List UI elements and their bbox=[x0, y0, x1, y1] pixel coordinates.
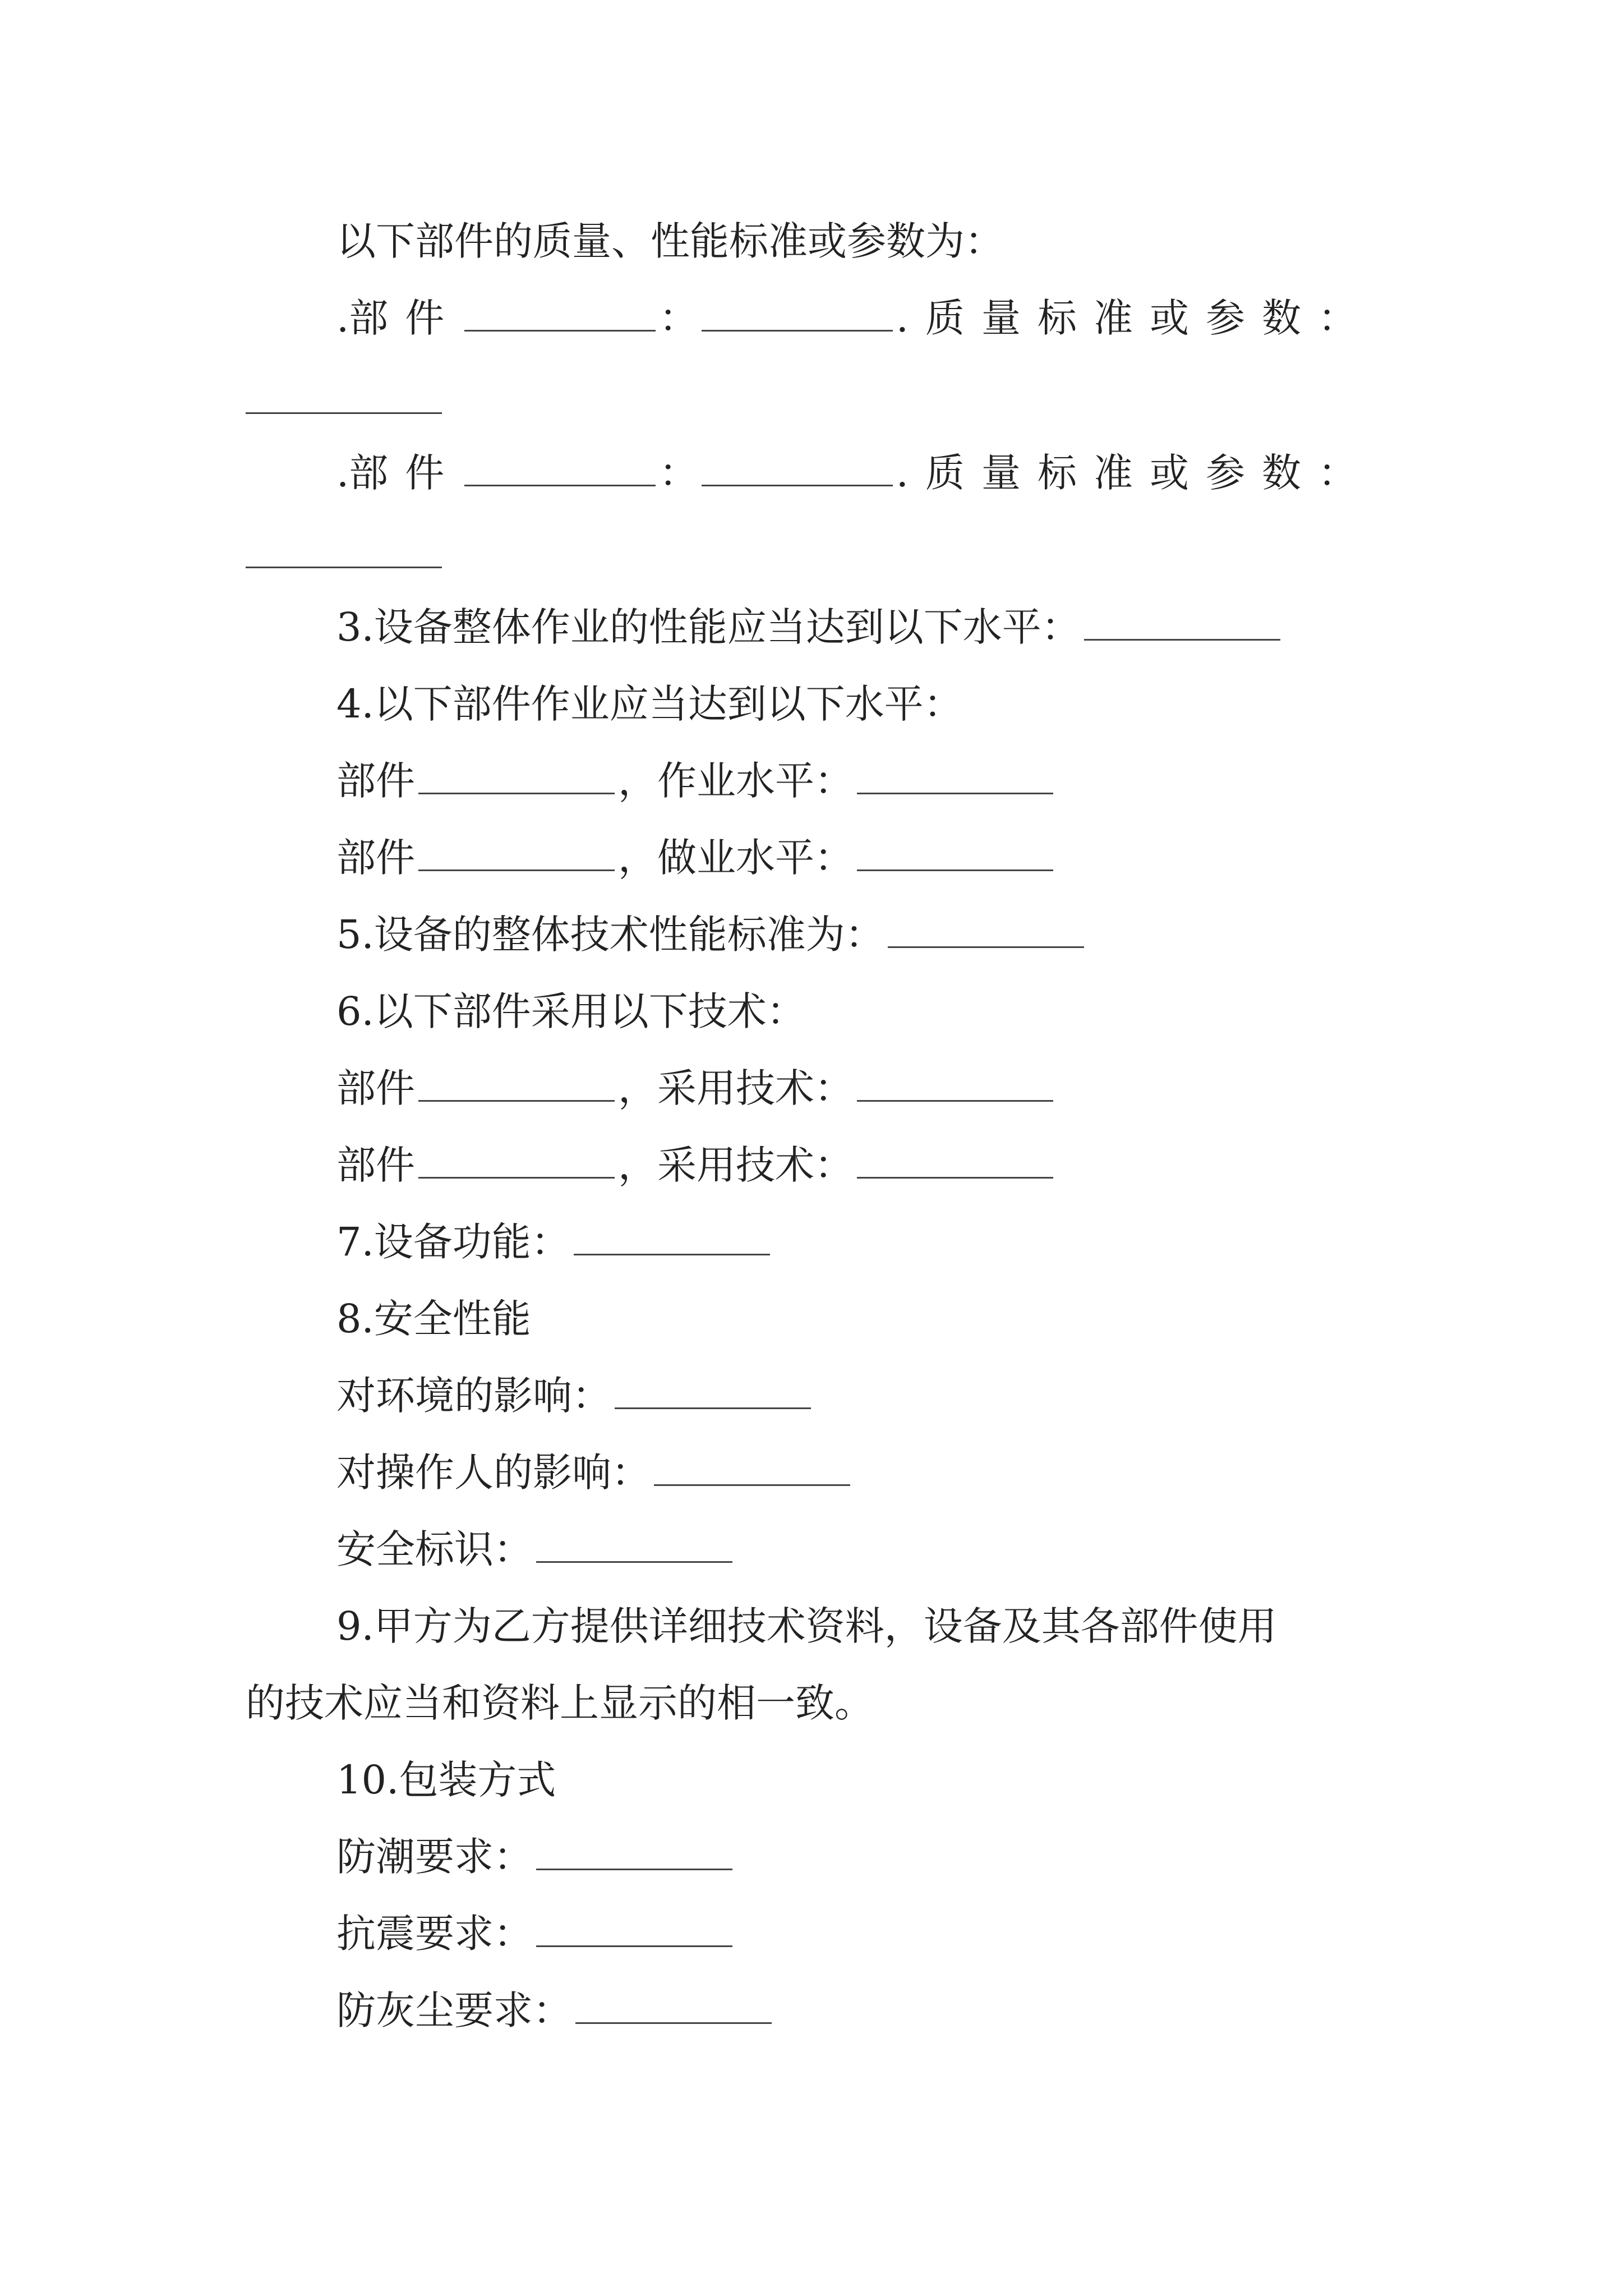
intro-text: 以下部件的质量、性能标准或参数为： bbox=[336, 218, 1004, 264]
item-6-row bbox=[336, 1140, 1057, 1190]
row-dot: . bbox=[336, 295, 349, 341]
packaging-label: 抗震要求： bbox=[336, 1911, 533, 1957]
item-8-line bbox=[336, 1294, 531, 1344]
tech-label: 采用技术： bbox=[657, 1142, 854, 1188]
part-name-blank[interactable] bbox=[418, 760, 615, 794]
item-10-line bbox=[336, 1755, 556, 1805]
separator: ， bbox=[618, 1142, 657, 1188]
item-7-line bbox=[336, 1217, 773, 1267]
tech-label: 采用技术： bbox=[657, 1065, 854, 1111]
item-3-text: 3.设备整体作业的性能应当达到以下水平： bbox=[336, 604, 1081, 650]
part-name-blank[interactable] bbox=[464, 452, 656, 486]
part-label: 部件 bbox=[349, 295, 462, 341]
item-7-blank[interactable] bbox=[574, 1221, 770, 1255]
part-label: 部件 bbox=[336, 1065, 415, 1111]
part-label: 部件 bbox=[336, 835, 415, 881]
part-quality-row bbox=[336, 448, 1374, 498]
safety-blank[interactable] bbox=[536, 1529, 732, 1563]
item-5-line bbox=[336, 909, 1087, 960]
item-5-text: 5.设备的整体技术性能标准为： bbox=[336, 912, 884, 958]
item-10-row bbox=[336, 1908, 736, 1959]
safety-blank[interactable] bbox=[615, 1375, 811, 1409]
packaging-blank[interactable] bbox=[575, 1990, 772, 2024]
item-9-text-1: 9.甲方为乙方提供详细技术资料，设备及其各部件使用 bbox=[336, 1603, 1277, 1649]
item-3-line bbox=[336, 602, 1284, 652]
tech-blank[interactable] bbox=[857, 1144, 1053, 1179]
quality-label: .质量标准或参数： bbox=[896, 295, 1374, 341]
part-label: 部件 bbox=[336, 1142, 415, 1188]
separator: ， bbox=[618, 1065, 657, 1111]
item-8-text: 8.安全性能 bbox=[336, 1296, 531, 1342]
part-name-blank[interactable] bbox=[418, 837, 615, 871]
intro-line bbox=[336, 216, 1004, 266]
level-blank[interactable] bbox=[857, 760, 1053, 794]
level-blank[interactable] bbox=[857, 837, 1053, 871]
item-8-row bbox=[336, 1370, 814, 1421]
row-colon: ： bbox=[659, 450, 698, 496]
part-value-blank[interactable] bbox=[702, 452, 893, 486]
item-9-line-2 bbox=[246, 1678, 874, 1728]
item-3-blank[interactable] bbox=[1084, 606, 1280, 641]
part-name-blank[interactable] bbox=[418, 1144, 615, 1179]
row-dot: . bbox=[336, 450, 349, 496]
safety-label: 对操作人的影响： bbox=[336, 1450, 651, 1496]
item-4-text: 4.以下部件作业应当达到以下水平： bbox=[336, 681, 963, 727]
part-value-blank[interactable] bbox=[702, 297, 893, 332]
part-name-blank[interactable] bbox=[418, 1068, 615, 1102]
safety-label: 安全标识： bbox=[336, 1526, 533, 1572]
separator: ， bbox=[618, 835, 657, 881]
safety-blank[interactable] bbox=[654, 1452, 850, 1486]
item-6-line bbox=[336, 986, 806, 1037]
quality-value-blank[interactable] bbox=[246, 567, 442, 568]
part-quality-row bbox=[336, 293, 1374, 343]
level-label: 做业水平： bbox=[657, 835, 854, 881]
item-6-row bbox=[336, 1063, 1057, 1114]
item-9-text-2: 的技术应当和资料上显示的相一致。 bbox=[246, 1680, 874, 1726]
level-label: 作业水平： bbox=[657, 758, 854, 804]
quality-label: .质量标准或参数： bbox=[896, 450, 1374, 496]
item-6-text: 6.以下部件采用以下技术： bbox=[336, 988, 806, 1034]
part-name-blank[interactable] bbox=[464, 297, 656, 332]
quality-value-blank[interactable] bbox=[246, 412, 442, 414]
item-4-line bbox=[336, 679, 963, 729]
item-8-row bbox=[336, 1524, 736, 1575]
item-8-row bbox=[336, 1447, 854, 1498]
item-7-text: 7.设备功能： bbox=[336, 1219, 570, 1265]
item-10-row bbox=[336, 1832, 736, 1882]
packaging-label: 防潮要求： bbox=[336, 1834, 533, 1880]
packaging-blank[interactable] bbox=[536, 1913, 732, 1947]
safety-label: 对环境的影响： bbox=[336, 1373, 611, 1419]
item-4-row bbox=[336, 832, 1057, 883]
row-colon: ： bbox=[659, 295, 698, 341]
item-9-line-1 bbox=[336, 1601, 1277, 1651]
item-5-blank[interactable] bbox=[888, 914, 1084, 948]
tech-blank[interactable] bbox=[857, 1068, 1053, 1102]
part-label: 部件 bbox=[349, 450, 462, 496]
packaging-label: 防灰尘要求： bbox=[336, 1987, 572, 2033]
separator: ， bbox=[618, 758, 657, 804]
part-label: 部件 bbox=[336, 758, 415, 804]
item-4-row bbox=[336, 756, 1057, 806]
item-10-row bbox=[336, 1985, 775, 2036]
packaging-blank[interactable] bbox=[536, 1836, 732, 1870]
item-10-text: 10.包装方式 bbox=[336, 1757, 556, 1803]
